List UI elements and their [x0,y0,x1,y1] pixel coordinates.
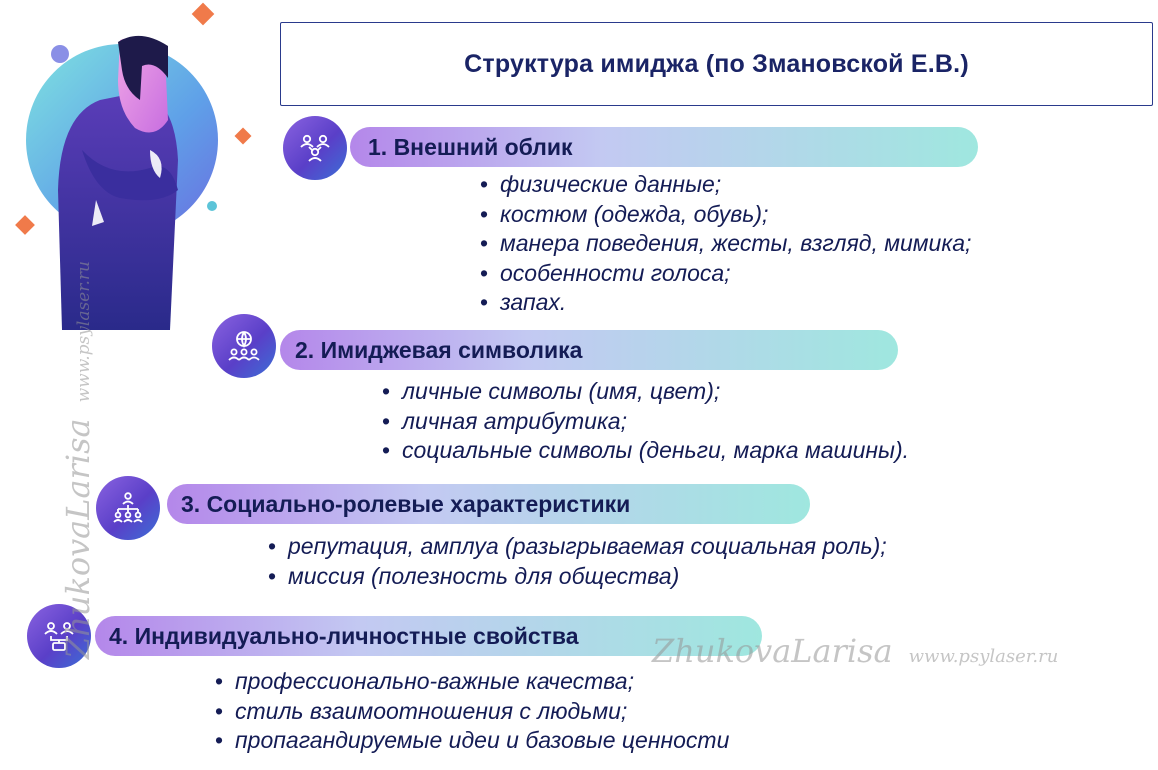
list-item: • стиль взаимоотношения с людьми; [215,697,628,724]
section-4-list [215,667,729,756]
list-item: • личные символы (имя, цвет); [382,378,721,404]
list-item: • запах. [480,289,567,315]
list-item: • особенности голоса; [480,259,731,286]
section-1-list [480,170,971,318]
section-2-pill [280,330,898,370]
hierarchy-icon [96,476,160,540]
list-item: • костюм (одежда, обувь); [480,200,769,227]
section-2-list [382,377,909,466]
list-item: • миссия (полезность для общества) [268,562,680,589]
list-item: • пропагандируемые идеи и базовые ценности [215,727,730,753]
section-3-heading: 3. Социально-ролевые характеристики [181,490,631,517]
list-item: • личная атрибутика; [382,407,627,434]
team-network-icon [283,116,347,180]
section-3-pill [167,484,810,524]
list-item: • манера поведения, жесты, взгляд, мимика; [480,230,972,256]
globe-people-icon [212,314,276,378]
title-box [280,22,1153,106]
watermark-horizontal: ZhukovaLarisa www.psylaser.ru [652,632,1059,670]
section-4-heading: 4. Индивидуально-личностные свойства [109,622,579,649]
list-item: • социальные символы (деньги, марка машины). [382,437,910,463]
section-3-list [268,532,887,591]
list-item: • профессионально-важные качества; [215,668,634,694]
thinking-man-illustration [0,0,290,340]
section-1-pill [350,127,978,167]
list-item: • физические данные; [480,171,722,197]
watermark-vertical: ZhukovaLarisawww.psylaser.ru [59,261,97,659]
section-1-heading: 1. Внешний облик [368,133,573,160]
list-item: • репутация, амплуа (разыгрываемая социальная роль); [268,533,887,559]
section-2-heading: 2. Имиджевая символика [295,336,583,363]
page-title: Структура имиджа (по Змановской Е.В.) [464,49,969,78]
